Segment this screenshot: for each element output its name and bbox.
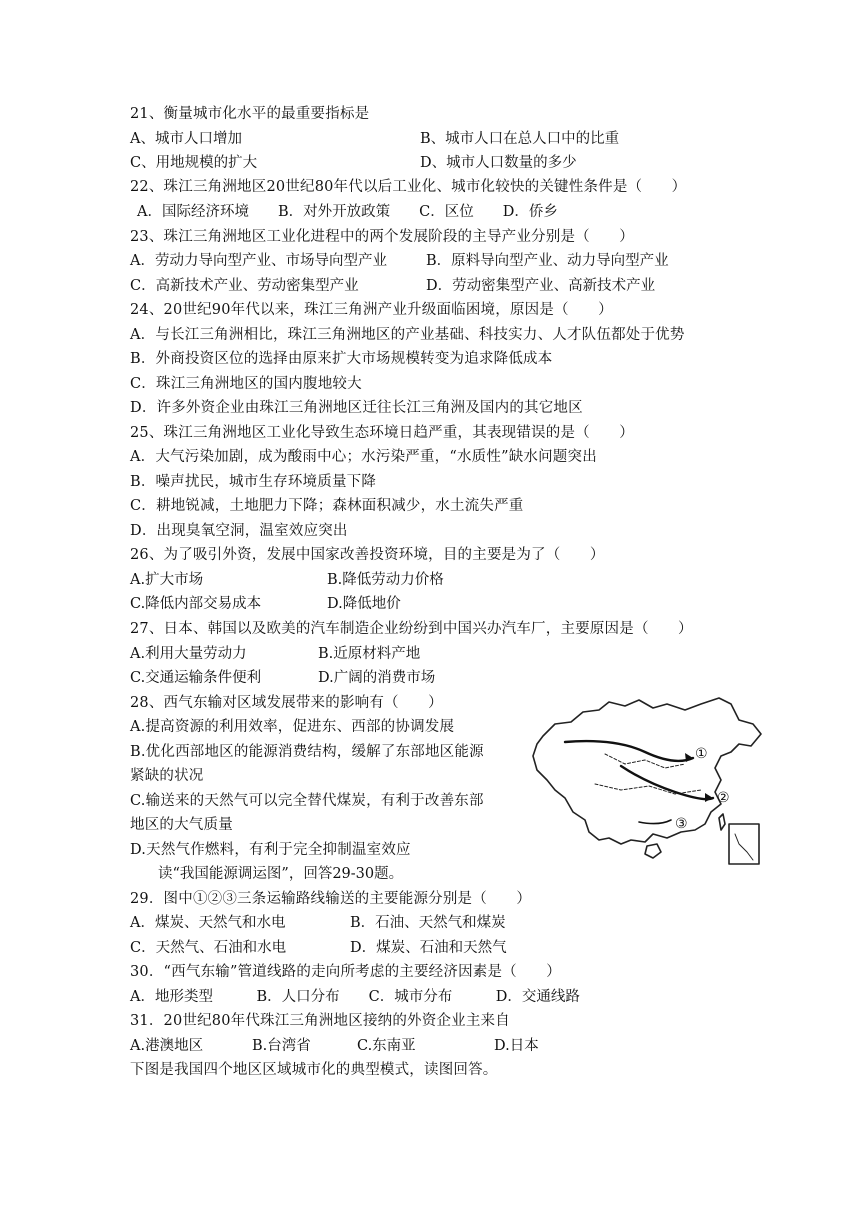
q22-options: A．国际经济环境 B．对外开放政策 C．区位 D．侨乡	[137, 204, 558, 220]
china-outline	[533, 698, 761, 844]
q27-option-d: D.广阔的消费市场	[318, 670, 436, 686]
q23-option-b: B．原料导向型产业、动力导向型产业	[426, 253, 669, 269]
q31-option-a: A.港澳地区	[130, 1038, 204, 1054]
energy-transport-map	[525, 694, 770, 869]
route-1-line	[565, 741, 693, 761]
q29-option-b: B．石油、天然气和煤炭	[350, 915, 506, 931]
q28-option-c-line2: 地区的大气质量	[130, 817, 233, 833]
q24-option-b: B．外商投资区位的选择由原来扩大市场规模转变为追求降低成本	[130, 351, 553, 367]
q25-option-c: C．耕地锐减，土地肥力下降；森林面积减少，水土流失严重	[130, 498, 524, 514]
south-china-sea-inset	[729, 824, 759, 864]
q25-option-a: A．大气污染加剧，成为酸雨中心；水污染严重，“水质性”缺水问题突出	[130, 449, 597, 465]
q23-option-d: D．劳动密集型产业、高新技术产业	[426, 278, 656, 294]
q26-option-c: C.降低内部交易成本	[130, 596, 262, 612]
q26-option-b: B.降低劳动力价格	[327, 572, 444, 588]
q29-option-d: D．煤炭、石油和天然气	[350, 940, 507, 956]
q23-option-c: C．高新技术产业、劳动密集型产业	[130, 278, 359, 294]
q21-option-c: C、用地规模的扩大	[130, 155, 258, 171]
q21-option-d: D、城市人口数量的多少	[420, 155, 577, 171]
map-intro: 读“我国能源调运图”，回答29-30题。	[158, 866, 404, 882]
q28-option-a: A.提高资源的利用效率，促进东、西部的协调发展	[130, 719, 455, 735]
q29-option-c: C．天然气、石油和水电	[130, 940, 287, 956]
q28-option-d: D.天然气作燃料，有利于完全抑制温室效应	[130, 842, 411, 858]
route-3-label: ③	[675, 816, 688, 832]
q26-option-d: D.降低地价	[327, 596, 401, 612]
q23-option-a: A．劳动力导向型产业、市场导向型产业	[130, 253, 387, 269]
q22-stem: 22、珠江三角洲地区20世纪80年代以后工业化、城市化较快的关键性条件是（ ）	[130, 179, 687, 195]
q29-stem: 29．图中①②③三条运输路线输送的主要能源分别是（ ）	[130, 891, 532, 907]
q28-stem: 28、西气东输对区域发展带来的影响有（ ）	[130, 695, 443, 711]
hainan-island	[645, 844, 661, 858]
q27-option-a: A.利用大量劳动力	[130, 646, 247, 662]
q27-option-c: C.交通运输条件便利	[130, 670, 262, 686]
route-2-line	[621, 766, 713, 799]
q23-stem: 23、珠江三角洲地区工业化进程中的两个发展阶段的主导产业分别是（ ）	[130, 229, 634, 245]
q25-option-d: D．出现臭氧空洞，温室效应突出	[130, 523, 348, 539]
q28-option-b-line2: 紧缺的状况	[130, 768, 204, 784]
q25-stem: 25、珠江三角洲地区工业化导致生态环境日趋严重，其表现错误的是（ ）	[130, 425, 634, 441]
route-3-line	[639, 820, 671, 824]
q27-option-b: B.近原材料产地	[318, 646, 421, 662]
q31-stem: 31．20世纪80年代珠江三角洲地区接纳的外资企业主来自	[130, 1013, 510, 1029]
q31-option-b: B.台湾省	[252, 1038, 311, 1054]
q27-stem: 27、日本、韩国以及欧美的汽车制造企业纷纷到中国兴办汽车厂，主要原因是（ ）	[130, 621, 693, 637]
q24-option-c: C．珠江三角洲地区的国内腹地较大	[130, 376, 362, 392]
q30-stem: 30．“西气东输”管道线路的走向所考虑的主要经济因素是（ ）	[130, 964, 561, 980]
q26-stem: 26、为了吸引外资，发展中国家改善投资环境，目的主要是为了（ ）	[130, 547, 605, 563]
q31-option-c: C.东南亚	[357, 1038, 416, 1054]
route-2-label: ②	[717, 790, 730, 806]
q24-option-a: A．与长江三角洲相比，珠江三角洲地区的产业基础、科技实力、人才队伍都处于优势	[130, 327, 685, 343]
q28-option-c-line1: C.输送来的天然气可以完全替代煤炭，有利于改善东部	[130, 793, 484, 809]
q30-options: A．地形类型 B．人口分布 C．城市分布 D．交通线路	[130, 989, 580, 1005]
q24-stem: 24、20世纪90年代以来，珠江三角洲产业升级面临困境，原因是（ ）	[130, 302, 613, 318]
q31-option-d: D.日本	[494, 1038, 539, 1054]
q25-option-b: B．噪声扰民，城市生存环境质量下降	[130, 474, 377, 490]
q29-option-a: A．煤炭、天然气和水电	[130, 915, 286, 931]
closing-instruction: 下图是我国四个地区区域城市化的典型模式，读图回答。	[130, 1062, 498, 1078]
taiwan-island	[719, 814, 725, 830]
q28-option-b-line1: B.优化西部地区的能源消费结构，缓解了东部地区能源	[130, 744, 484, 760]
q21-option-b: B、城市人口在总人口中的比重	[420, 131, 620, 147]
route-1-label: ①	[695, 746, 708, 762]
q21-stem: 21、衡量城市化水平的最重要指标是	[130, 106, 370, 122]
q26-option-a: A.扩大市场	[130, 572, 204, 588]
q24-option-d: D．许多外资企业由珠江三角洲地区迁往长江三角洲及国内的其它地区	[130, 400, 583, 416]
q21-option-a: A、城市人口增加	[130, 131, 242, 147]
